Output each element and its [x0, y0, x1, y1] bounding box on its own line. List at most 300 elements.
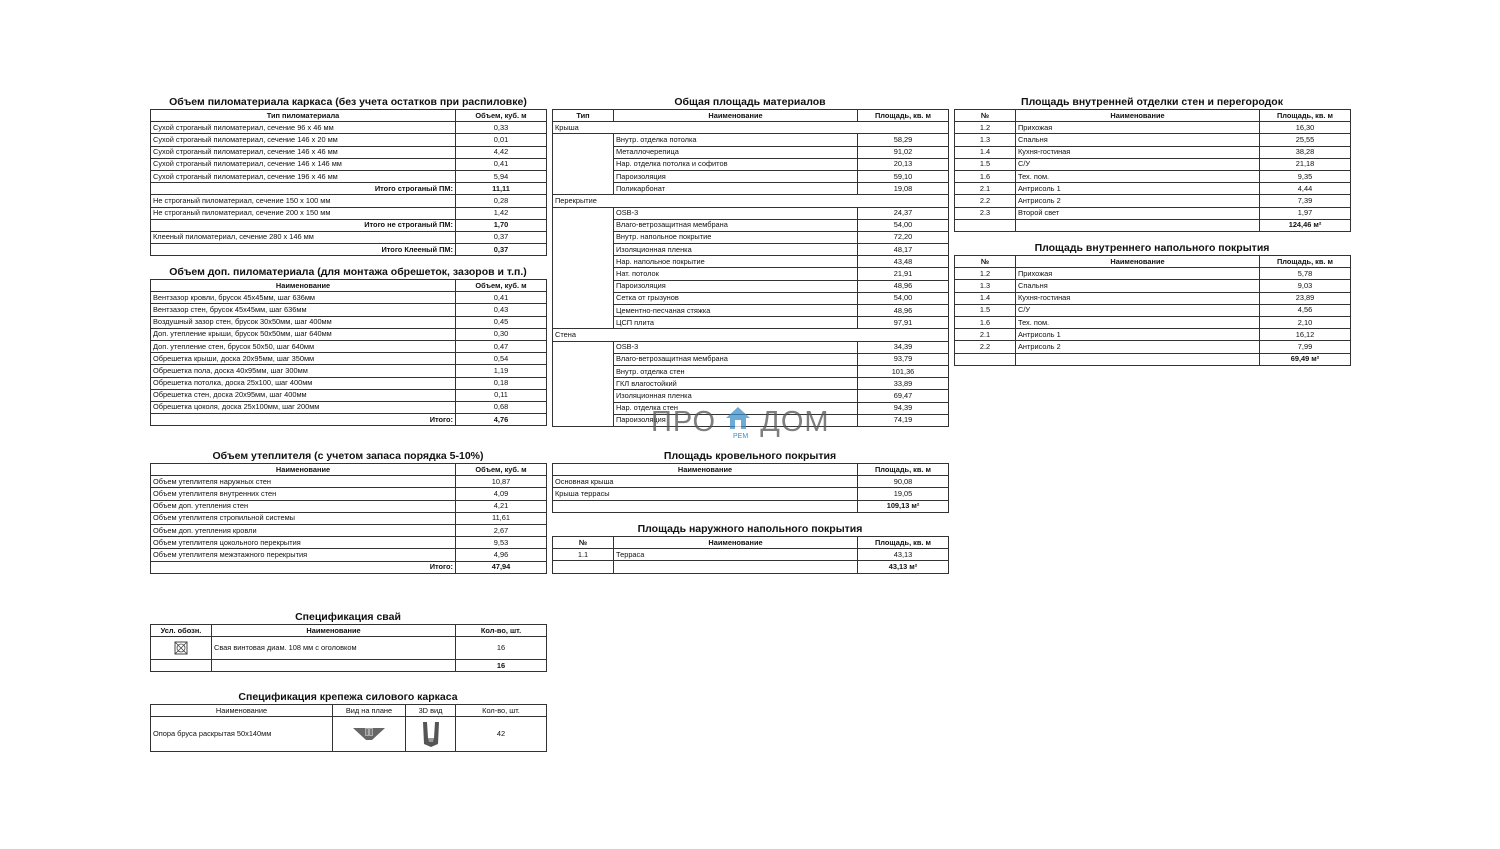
material-name: Влаго-ветрозащитная мембрана: [614, 353, 858, 365]
room-area: 7,99: [1260, 341, 1351, 353]
empty-cell: [553, 170, 614, 182]
table-row: [553, 134, 949, 146]
total-value: 124,46 м²: [1260, 219, 1351, 231]
material-name: Сетка от грызунов: [614, 292, 858, 304]
total-row: [553, 561, 949, 573]
item-area: 90,08: [858, 476, 949, 488]
material-name: Внутр. отделка потолка: [614, 134, 858, 146]
empty-cell: [553, 341, 614, 353]
table-row: [151, 401, 547, 413]
room-number: 2.2: [955, 341, 1016, 353]
item-name: Основная крыша: [553, 476, 858, 488]
pile-count: 16: [456, 637, 547, 660]
room-name: Антрисоль 2: [1016, 195, 1260, 207]
watermark-sub: РЕМ: [733, 433, 749, 440]
outer-floor-title: Площадь наружного напольного покрытия: [637, 523, 863, 535]
room-number: 1.3: [955, 280, 1016, 292]
table-row: [955, 146, 1351, 158]
col-header: Тип: [553, 110, 614, 122]
table-row: [553, 280, 949, 292]
piles-title: Спецификация свай: [295, 611, 401, 623]
material-area: 54,00: [858, 219, 949, 231]
material-area: 93,79: [858, 353, 949, 365]
item-name: Вентзазор стен, брусок 45х45мм, шаг 636мм: [151, 304, 456, 316]
empty-cell: [553, 390, 614, 402]
item-name: Объем доп. утепления кровли: [151, 524, 456, 536]
col-header: Объем, куб. м: [456, 280, 547, 292]
room-name: Прихожая: [1016, 268, 1260, 280]
material-name: Влаго-ветрозащитная мембрана: [614, 219, 858, 231]
room-name: Терраса: [614, 549, 858, 561]
empty-cell: [1016, 219, 1260, 231]
item-volume: 1,19: [456, 365, 547, 377]
group-type: Крыша: [553, 122, 614, 134]
item-volume: 0,11: [456, 389, 547, 401]
room-area: 16,30: [1260, 122, 1351, 134]
empty-cell: [955, 219, 1016, 231]
group-row: [553, 122, 949, 134]
bracket-3d-icon: [406, 717, 456, 752]
table-row: [955, 329, 1351, 341]
table-row: [553, 476, 949, 488]
material-area: 97,91: [858, 317, 949, 329]
room-area: 23,89: [1260, 292, 1351, 304]
lumber-volume: 4,42: [456, 146, 547, 158]
table-row: [151, 389, 547, 401]
item-name: Объем утеплителя внутренних стен: [151, 488, 456, 500]
total-row: [955, 353, 1351, 365]
item-name: Обрешетка стен, доска 20х95мм, шаг 400мм: [151, 389, 456, 401]
fasteners-title: Спецификация крепежа силового каркаса: [238, 691, 458, 703]
total-value: 4,76: [456, 414, 547, 426]
outer-floor-section: [552, 523, 948, 574]
insulation-title: Объем утеплителя (с учетом запаса порядка 5-10%): [212, 450, 484, 462]
inner-floor-section: [954, 242, 1350, 366]
material-name: Пароизоляция: [614, 414, 858, 426]
subtotal-value: 1,70: [456, 219, 547, 231]
wall-finish-table: [954, 109, 1351, 232]
room-name: Спальня: [1016, 280, 1260, 292]
room-name: Кухня-гостиная: [1016, 146, 1260, 158]
table-row: [151, 328, 547, 340]
material-area: 72,20: [858, 231, 949, 243]
material-area: 58,29: [858, 134, 949, 146]
empty-cell: [858, 195, 949, 207]
item-volume: 4,09: [456, 488, 547, 500]
room-area: 43,13: [858, 549, 949, 561]
table-row: [955, 316, 1351, 328]
col-header: Объем, куб. м: [456, 464, 547, 476]
room-name: Тех. пом.: [1016, 316, 1260, 328]
pile-name: Свая винтовая диам. 108 мм с оголовком: [212, 637, 456, 660]
total-value: 109,13 м²: [858, 500, 949, 512]
empty-cell: [614, 329, 858, 341]
total-row: [151, 660, 547, 672]
table-row: [151, 353, 547, 365]
item-name: Доп. утепление крыши, брусок 50х50мм, шаг 640мм: [151, 328, 456, 340]
lumber-type: Не строганый пиломатериал, сечение 200 х 150 мм: [151, 207, 456, 219]
room-name: Кухня-гостиная: [1016, 292, 1260, 304]
material-name: Изоляционная пленка: [614, 390, 858, 402]
col-header: Площадь, кв. м: [858, 537, 949, 549]
table-row: [151, 170, 547, 182]
table-row: [151, 488, 547, 500]
item-name: Обрешетка потолка, доска 25х100, шаг 400мм: [151, 377, 456, 389]
room-number: 1.5: [955, 158, 1016, 170]
total-label: Итого:: [151, 414, 456, 426]
total-value: 16: [456, 660, 547, 672]
bracket-plan-icon: [333, 717, 406, 752]
table-row: [955, 170, 1351, 182]
empty-cell: [614, 195, 858, 207]
material-area: 91,02: [858, 146, 949, 158]
item-name: Вентзазор кровли, брусок 45х45мм, шаг 636мм: [151, 292, 456, 304]
table-row: [553, 256, 949, 268]
material-area: 101,36: [858, 365, 949, 377]
table-row: [553, 341, 949, 353]
table-row: [151, 158, 547, 170]
empty-cell: [553, 292, 614, 304]
item-name: Доп. утепление стен, брусок 50х50, шаг 640мм: [151, 340, 456, 352]
room-number: 1.4: [955, 292, 1016, 304]
table-row: [553, 353, 949, 365]
material-area: 94,39: [858, 402, 949, 414]
empty-cell: [955, 353, 1016, 365]
material-area: 34,39: [858, 341, 949, 353]
subtotal-label: Итого Клееный ПМ:: [151, 244, 456, 256]
materials-area-title: Общая площадь материалов: [674, 96, 826, 108]
room-name: Антрисоль 1: [1016, 329, 1260, 341]
room-name: Антрисоль 1: [1016, 183, 1260, 195]
material-area: 24,37: [858, 207, 949, 219]
material-area: 20,13: [858, 158, 949, 170]
table-row: [955, 183, 1351, 195]
table-row: [151, 476, 547, 488]
total-row: [553, 500, 949, 512]
item-volume: 0,45: [456, 316, 547, 328]
table-row: [553, 207, 949, 219]
table-row: [553, 268, 949, 280]
empty-cell: [553, 280, 614, 292]
empty-cell: [553, 414, 614, 426]
table-row: [151, 122, 547, 134]
empty-cell: [553, 158, 614, 170]
group-row: [553, 195, 949, 207]
item-volume: 4,21: [456, 500, 547, 512]
col-header: Наименование: [151, 705, 333, 717]
table-row: [553, 317, 949, 329]
material-area: 59,10: [858, 170, 949, 182]
item-name: Обрешетка цоколя, доска 25х100мм, шаг 200мм: [151, 401, 456, 413]
item-name: Объем утеплителя межэтажного перекрытия: [151, 549, 456, 561]
table-row: [955, 280, 1351, 292]
item-name: Объем утеплителя наружных стен: [151, 476, 456, 488]
lumber-type: Сухой строганый пиломатериал, сечение 146 х 20 мм: [151, 134, 456, 146]
table-row: [955, 134, 1351, 146]
table-row: [151, 377, 547, 389]
table-row: [151, 717, 547, 752]
table-row: [553, 146, 949, 158]
empty-cell: [151, 660, 212, 672]
material-name: OSB-3: [614, 341, 858, 353]
room-area: 5,78: [1260, 268, 1351, 280]
item-volume: 0,18: [456, 377, 547, 389]
item-volume: 2,67: [456, 524, 547, 536]
col-header: Наименование: [1016, 110, 1260, 122]
total-value: 47,94: [456, 561, 547, 573]
item-volume: 10,87: [456, 476, 547, 488]
lumber-frame-section: [150, 96, 546, 256]
table-row: [955, 122, 1351, 134]
table-row: [553, 244, 949, 256]
table-row: [151, 146, 547, 158]
lumber-type: Сухой строганый пиломатериал, сечение 196 х 46 мм: [151, 170, 456, 182]
item-volume: 0,68: [456, 401, 547, 413]
table-row: [151, 537, 547, 549]
room-number: 1.6: [955, 316, 1016, 328]
col-header: Площадь, кв. м: [1260, 110, 1351, 122]
lumber-volume: 0,01: [456, 134, 547, 146]
col-header: Наименование: [1016, 256, 1260, 268]
empty-cell: [614, 561, 858, 573]
total-value: 43,13 м²: [858, 561, 949, 573]
empty-cell: [553, 219, 614, 231]
material-name: Изоляционная пленка: [614, 244, 858, 256]
room-area: 25,55: [1260, 134, 1351, 146]
total-row: [151, 561, 547, 573]
lumber-type: Сухой строганый пиломатериал, сечение 96 х 46 мм: [151, 122, 456, 134]
item-name: Обрешетка крыши, доска 20х95мм, шаг 350мм: [151, 353, 456, 365]
extra-lumber-title: Объем доп. пиломатериала (для монтажа обрешеток, зазоров и т.п.): [169, 266, 527, 278]
empty-cell: [553, 134, 614, 146]
room-number: 1.5: [955, 304, 1016, 316]
table-row: [151, 500, 547, 512]
room-area: 4,56: [1260, 304, 1351, 316]
room-name: Спальня: [1016, 134, 1260, 146]
item-volume: 11,61: [456, 512, 547, 524]
pile-symbol-icon: [151, 637, 212, 660]
material-name: Нар. отделка стен: [614, 402, 858, 414]
room-area: 4,44: [1260, 183, 1351, 195]
table-row: [553, 549, 949, 561]
room-area: 2,10: [1260, 316, 1351, 328]
col-header: 3D вид: [406, 705, 456, 717]
item-volume: 0,54: [456, 353, 547, 365]
room-area: 21,18: [1260, 158, 1351, 170]
table-row: [955, 207, 1351, 219]
item-volume: 0,41: [456, 292, 547, 304]
table-row: [151, 304, 547, 316]
material-name: Нат. потолок: [614, 268, 858, 280]
subtotal-row: [151, 183, 547, 195]
room-area: 7,39: [1260, 195, 1351, 207]
item-area: 19,05: [858, 488, 949, 500]
table-row: [553, 183, 949, 195]
col-header: Кол-во, шт.: [456, 625, 547, 637]
empty-cell: [1016, 353, 1260, 365]
total-label: Итого:: [151, 561, 456, 573]
material-area: 21,91: [858, 268, 949, 280]
room-name: С/У: [1016, 304, 1260, 316]
lumber-volume: 0,28: [456, 195, 547, 207]
empty-cell: [553, 500, 858, 512]
lumber-type: Клееный пиломатериал, сечение 280 х 146 мм: [151, 231, 456, 243]
empty-cell: [553, 402, 614, 414]
table-row: [151, 340, 547, 352]
empty-cell: [553, 207, 614, 219]
table-row: [151, 292, 547, 304]
material-name: Пароизоляция: [614, 280, 858, 292]
table-row: [553, 219, 949, 231]
roof-area-title: Площадь кровельного покрытия: [663, 450, 837, 462]
empty-cell: [212, 660, 456, 672]
col-header: Кол-во, шт.: [456, 705, 547, 717]
room-number: 2.2: [955, 195, 1016, 207]
empty-cell: [553, 146, 614, 158]
fastener-name: Опора бруса раскрытая 50х140мм: [151, 717, 333, 752]
piles-section: [150, 611, 546, 672]
empty-cell: [553, 561, 614, 573]
col-header: Объем, куб. м: [456, 110, 547, 122]
col-header: Площадь, кв. м: [858, 464, 949, 476]
total-row: [955, 219, 1351, 231]
lumber-volume: 0,33: [456, 122, 547, 134]
item-name: Обрешетка пола, доска 40х95мм, шаг 300мм: [151, 365, 456, 377]
table-row: [553, 170, 949, 182]
table-row: [955, 268, 1351, 280]
material-area: 19,08: [858, 183, 949, 195]
material-area: 48,96: [858, 280, 949, 292]
material-area: 69,47: [858, 390, 949, 402]
room-name: Прихожая: [1016, 122, 1260, 134]
table-row: [955, 195, 1351, 207]
material-name: Нар. напольное покрытие: [614, 256, 858, 268]
group-row: [553, 329, 949, 341]
insulation-table: [150, 463, 547, 574]
material-name: Поликарбонат: [614, 183, 858, 195]
col-header: №: [553, 537, 614, 549]
watermark-text-right: ДОМ: [760, 406, 830, 438]
wall-finish-section: [954, 96, 1350, 232]
piles-table: [150, 624, 547, 672]
material-name: Пароизоляция: [614, 170, 858, 182]
empty-cell: [553, 365, 614, 377]
material-name: ГКЛ влагостойкий: [614, 378, 858, 390]
total-value: 69,49 м²: [1260, 353, 1351, 365]
col-header: Вид на плане: [333, 705, 406, 717]
material-name: OSB-3: [614, 207, 858, 219]
table-row: [151, 134, 547, 146]
insulation-section: [150, 450, 546, 574]
lumber-volume: 5,94: [456, 170, 547, 182]
table-row: [151, 637, 547, 660]
room-area: 1,97: [1260, 207, 1351, 219]
item-name: Крыша террасы: [553, 488, 858, 500]
item-volume: 0,43: [456, 304, 547, 316]
col-header: №: [955, 256, 1016, 268]
room-name: С/У: [1016, 158, 1260, 170]
col-header: Наименование: [614, 110, 858, 122]
material-name: Цементно-песчаная стяжка: [614, 305, 858, 317]
material-name: ЦСП плита: [614, 317, 858, 329]
table-row: [553, 158, 949, 170]
group-type: Стена: [553, 329, 614, 341]
room-name: Второй свет: [1016, 207, 1260, 219]
inner-floor-table: [954, 255, 1351, 366]
extra-lumber-section: [150, 266, 546, 426]
materials-area-section: [552, 96, 948, 427]
col-header: Тип пиломатериала: [151, 110, 456, 122]
empty-cell: [553, 244, 614, 256]
room-number: 1.3: [955, 134, 1016, 146]
col-header: Площадь, кв. м: [858, 110, 949, 122]
item-name: Объем утеплителя цокольного перекрытия: [151, 537, 456, 549]
roof-area-section: [552, 450, 948, 513]
lumber-type: Сухой строганый пиломатериал, сечение 146 х 46 мм: [151, 146, 456, 158]
materials-area-table: [552, 109, 949, 427]
empty-cell: [553, 268, 614, 280]
lumber-frame-title: Объем пиломатериала каркаса (без учета остатков при распиловке): [169, 96, 527, 108]
empty-cell: [553, 317, 614, 329]
empty-cell: [553, 256, 614, 268]
item-volume: 0,47: [456, 340, 547, 352]
house-icon: [725, 405, 751, 431]
room-number: 1.4: [955, 146, 1016, 158]
room-number: 1.2: [955, 122, 1016, 134]
material-area: 74,19: [858, 414, 949, 426]
item-volume: 4,96: [456, 549, 547, 561]
table-row: [151, 207, 547, 219]
material-name: Внутр. напольное покрытие: [614, 231, 858, 243]
room-area: 38,28: [1260, 146, 1351, 158]
empty-cell: [553, 183, 614, 195]
room-number: 1.1: [553, 549, 614, 561]
room-area: 9,35: [1260, 170, 1351, 182]
empty-cell: [553, 231, 614, 243]
roof-area-table: [552, 463, 949, 513]
material-area: 33,89: [858, 378, 949, 390]
material-area: 54,00: [858, 292, 949, 304]
watermark-text-left: ПРО: [651, 406, 717, 438]
empty-cell: [614, 122, 858, 134]
subtotal-row: [151, 244, 547, 256]
room-number: 1.2: [955, 268, 1016, 280]
table-row: [955, 292, 1351, 304]
inner-floor-title: Площадь внутреннего напольного покрытия: [1034, 242, 1270, 254]
table-row: [151, 195, 547, 207]
col-header: Наименование: [151, 464, 456, 476]
subtotal-value: 11,11: [456, 183, 547, 195]
lumber-volume: 0,37: [456, 231, 547, 243]
group-type: Перекрытие: [553, 195, 614, 207]
table-row: [955, 158, 1351, 170]
subtotal-label: Итого не строганый ПМ:: [151, 219, 456, 231]
table-row: [151, 549, 547, 561]
item-name: Воздушный зазор стен, брусок 30х50мм, шаг 400мм: [151, 316, 456, 328]
table-row: [151, 365, 547, 377]
empty-cell: [858, 122, 949, 134]
extra-lumber-table: [150, 279, 547, 426]
table-row: [955, 341, 1351, 353]
lumber-volume: 0,41: [456, 158, 547, 170]
material-area: 48,96: [858, 305, 949, 317]
lumber-type: Сухой строганый пиломатериал, сечение 146 х 146 мм: [151, 158, 456, 170]
item-volume: 9,53: [456, 537, 547, 549]
table-row: [553, 378, 949, 390]
material-name: Металлочерепица: [614, 146, 858, 158]
col-header: Наименование: [212, 625, 456, 637]
lumber-type: Не строганый пиломатериал, сечение 150 х 100 мм: [151, 195, 456, 207]
